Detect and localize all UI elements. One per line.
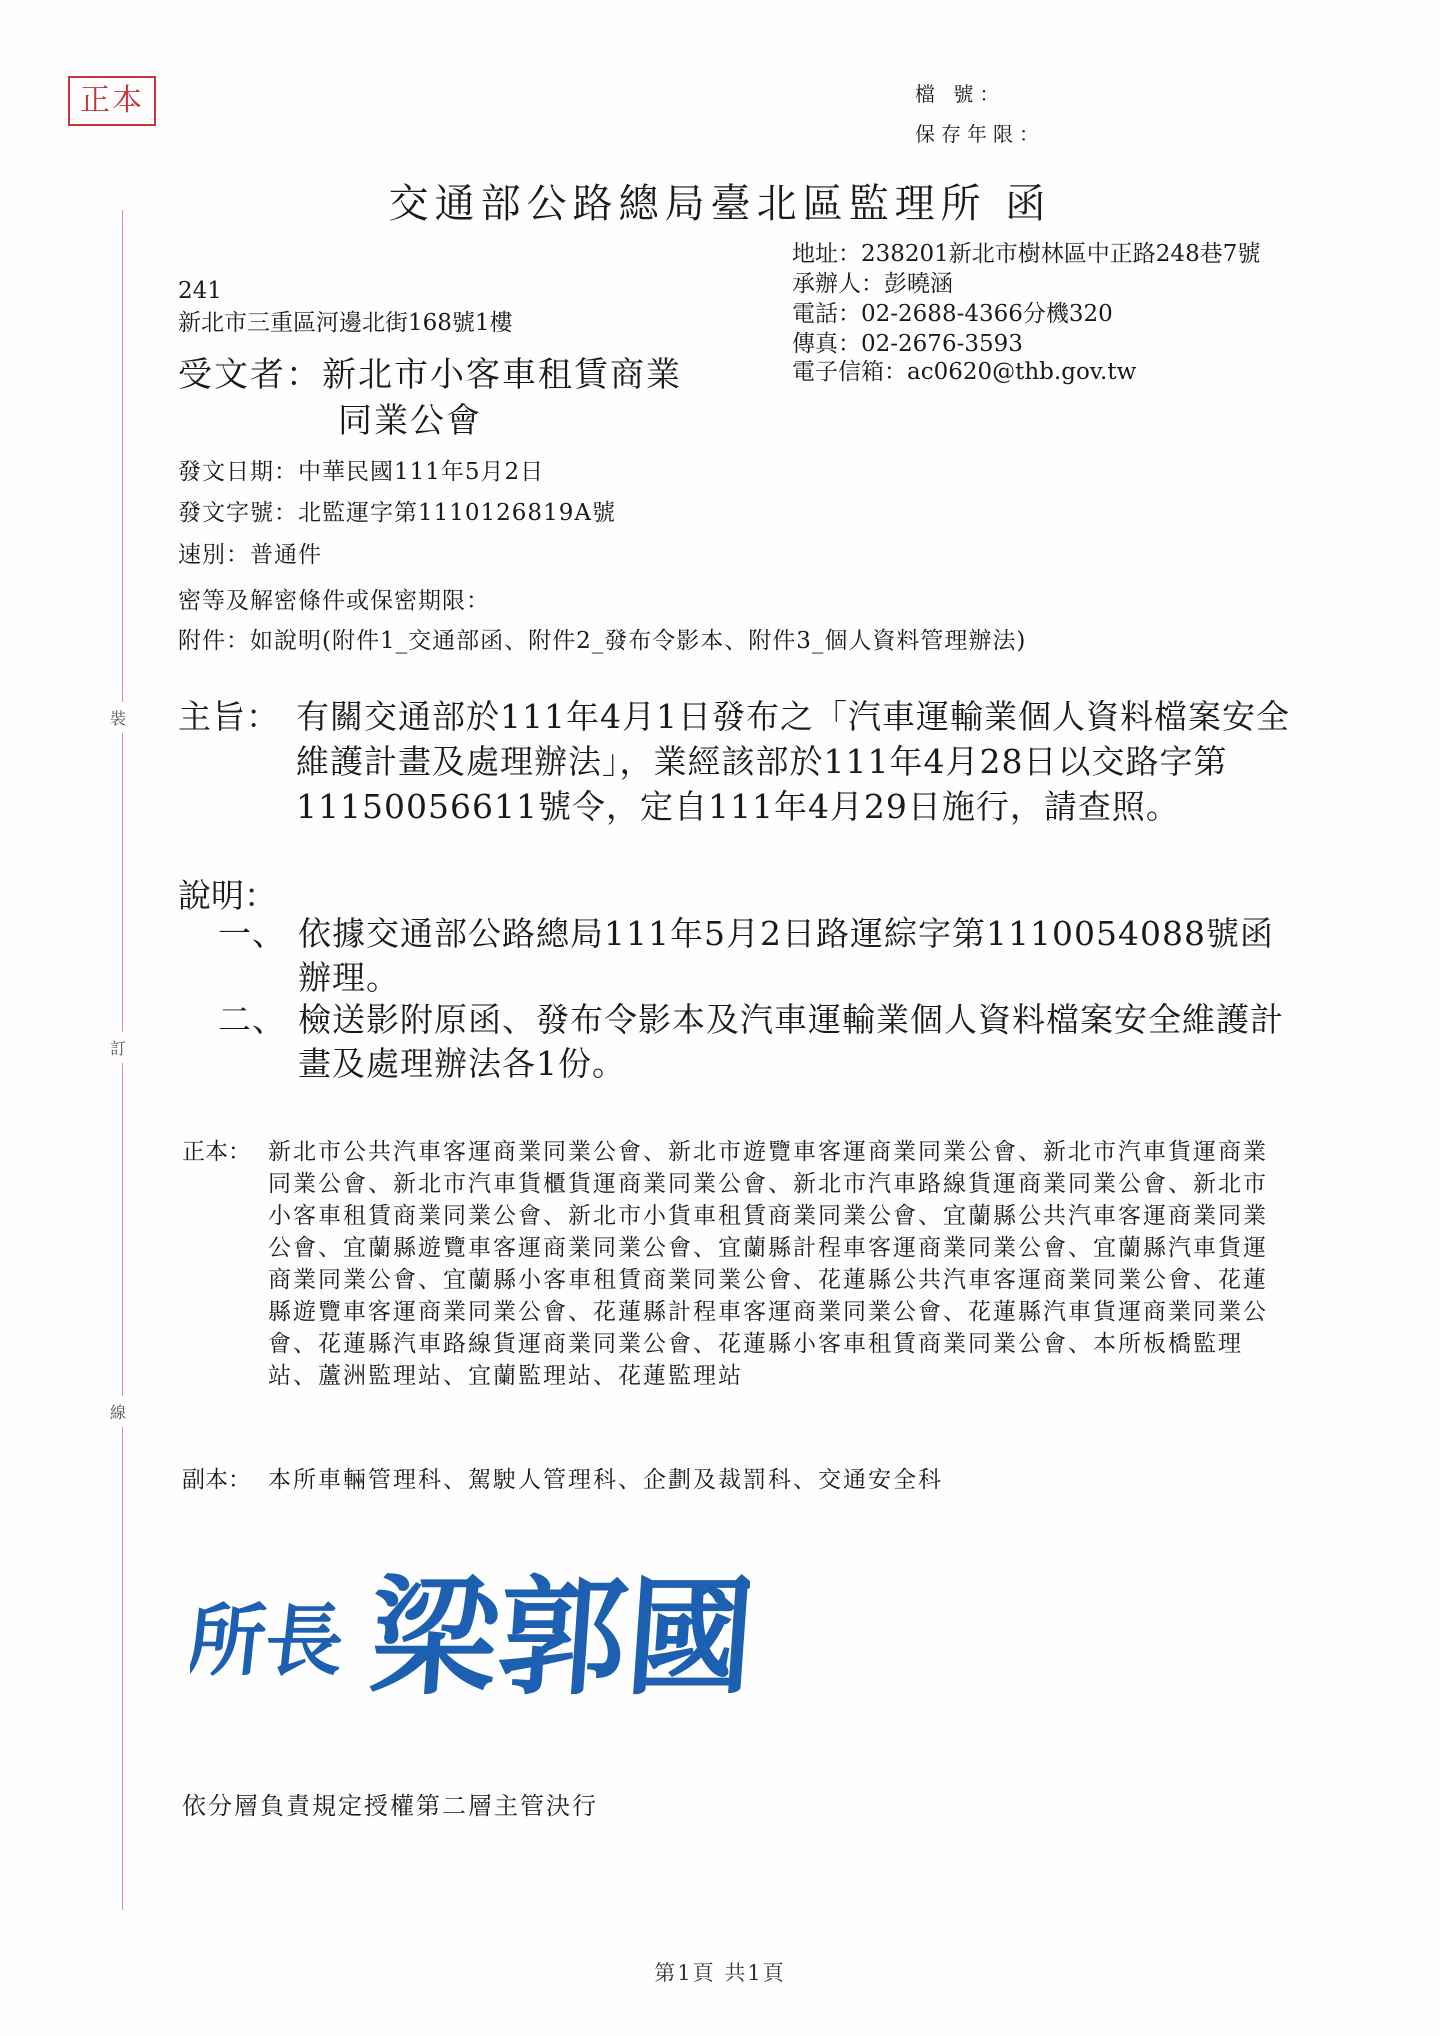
director-signature — [190, 1560, 750, 1700]
svg-text:所長: 所長 — [190, 1596, 349, 1687]
contact-phone: 電話：02-2688-4366分機320 — [792, 301, 1113, 327]
recipient-line2: 同業公會 — [338, 401, 482, 441]
contact-handler: 承辦人：彭曉涵 — [792, 271, 953, 297]
secrecy-level: 密等及解密條件或保密期限： — [178, 588, 490, 614]
contact-fax: 傳真：02-2676-3593 — [792, 331, 1023, 357]
subject-text: 有關交通部於111年4月1日發布之「汽車運輸業個人資料檔案安全維護計畫及處理辦法」，業經該部於111年4月28日以交路字第11150056611號令，定自111年4月29日施行，請查照。 — [296, 697, 1290, 826]
subject-label: 主旨： — [178, 697, 280, 736]
issue-date: 發文日期：中華民國111年5月2日 — [178, 459, 545, 485]
binding-mark-zhuang: 裝 — [110, 702, 126, 733]
signature-drawing — [190, 1560, 750, 1700]
original-copy-stamp: 正本 — [68, 76, 156, 126]
retention-label: 保存年限： — [915, 122, 1045, 146]
primary-recipients-text: 新北市公共汽車客運商業同業公會、新北市遊覽車客運商業同業公會、新北市汽車貨運商業同業公會、新北市汽車貨櫃貨運商業同業公會、新北市汽車路線貨運商業同業公會、新北市小客車租賃商業同業公會、新北市小貨車租賃商業同業公會、宜蘭縣公共汽車客運商業同業公會、宜蘭縣遊覽車客運商業同業公會、宜蘭縣計程車客運商業同業公會、宜蘭縣汽車貨運商業同業公會、宜蘭縣小客車租賃商業同業公會、花蓮縣公共汽車客運商業同業公會、花蓮縣遊覽車客運商業同業公會、花蓮縣計程車客運商業同業公會、花蓮縣汽車貨運商業同業公會、花蓮縣汽車路線貨運商業同業公會、花蓮縣小客車租賃商業同業公會、本所板橋監理站、蘆洲監理站、宜蘭監理站、花蓮監理站 — [268, 1139, 1268, 1389]
delegation-note: 依分層負責規定授權第二層主管決行 — [182, 1792, 598, 1820]
contact-email: 電子信箱：ac0620@thb.gov.tw — [792, 359, 1137, 385]
attachments: 附件：如說明(附件1_交通部函、附件2_發布令影本、附件3_個人資料管理辦法) — [178, 628, 1027, 654]
document-number: 發文字號：北監運字第1110126819A號 — [178, 500, 616, 526]
copy-recipients-label: 副本： — [182, 1467, 251, 1493]
explanation-label: 說明： — [178, 876, 277, 915]
explanation-item-1 — [218, 912, 1298, 1002]
explanation-item-1-num: 一、 — [218, 914, 286, 953]
binding-mark-xian: 線 — [110, 1396, 126, 1427]
recipient-street: 新北市三重區河邊北街168號1樓 — [178, 310, 513, 336]
page-footer: 第1頁 共1頁 — [654, 1961, 786, 1985]
recipient-postal-code: 241 — [178, 278, 222, 304]
explanation-item-1-text: 依據交通部公路總局111年5月2日路運綜字第1110054088號函辦理。 — [298, 914, 1274, 997]
file-number-label: 檔 號： — [915, 82, 1006, 106]
recipient — [178, 352, 682, 444]
document-title: 交通部公路總局臺北區監理所 函 — [388, 181, 1052, 227]
primary-recipients — [182, 1136, 1302, 1466]
explanation-item-2-text: 檢送影附原函、發布令影本及汽車運輸業個人資料檔案安全維護計畫及處理辦法各1份。 — [298, 1000, 1284, 1083]
explanation-item-2-num: 二、 — [218, 1000, 286, 1039]
svg-text:梁郭國: 梁郭國 — [365, 1563, 750, 1700]
subject-section — [178, 694, 1298, 826]
primary-recipients-label: 正本： — [182, 1139, 251, 1165]
recipient-line1: 受文者：新北市小客車租賃商業 — [178, 355, 682, 395]
delivery-speed: 速別：普通件 — [178, 542, 322, 568]
contact-address: 地址：238201新北市樹林區中正路248巷7號 — [792, 241, 1261, 267]
copy-recipients — [182, 1464, 1302, 1504]
explanation-item-2 — [218, 998, 1298, 1088]
binding-mark-ding: 訂 — [110, 1032, 126, 1063]
copy-recipients-text: 本所車輛管理科、駕駛人管理科、企劃及裁罰科、交通安全科 — [268, 1467, 943, 1493]
